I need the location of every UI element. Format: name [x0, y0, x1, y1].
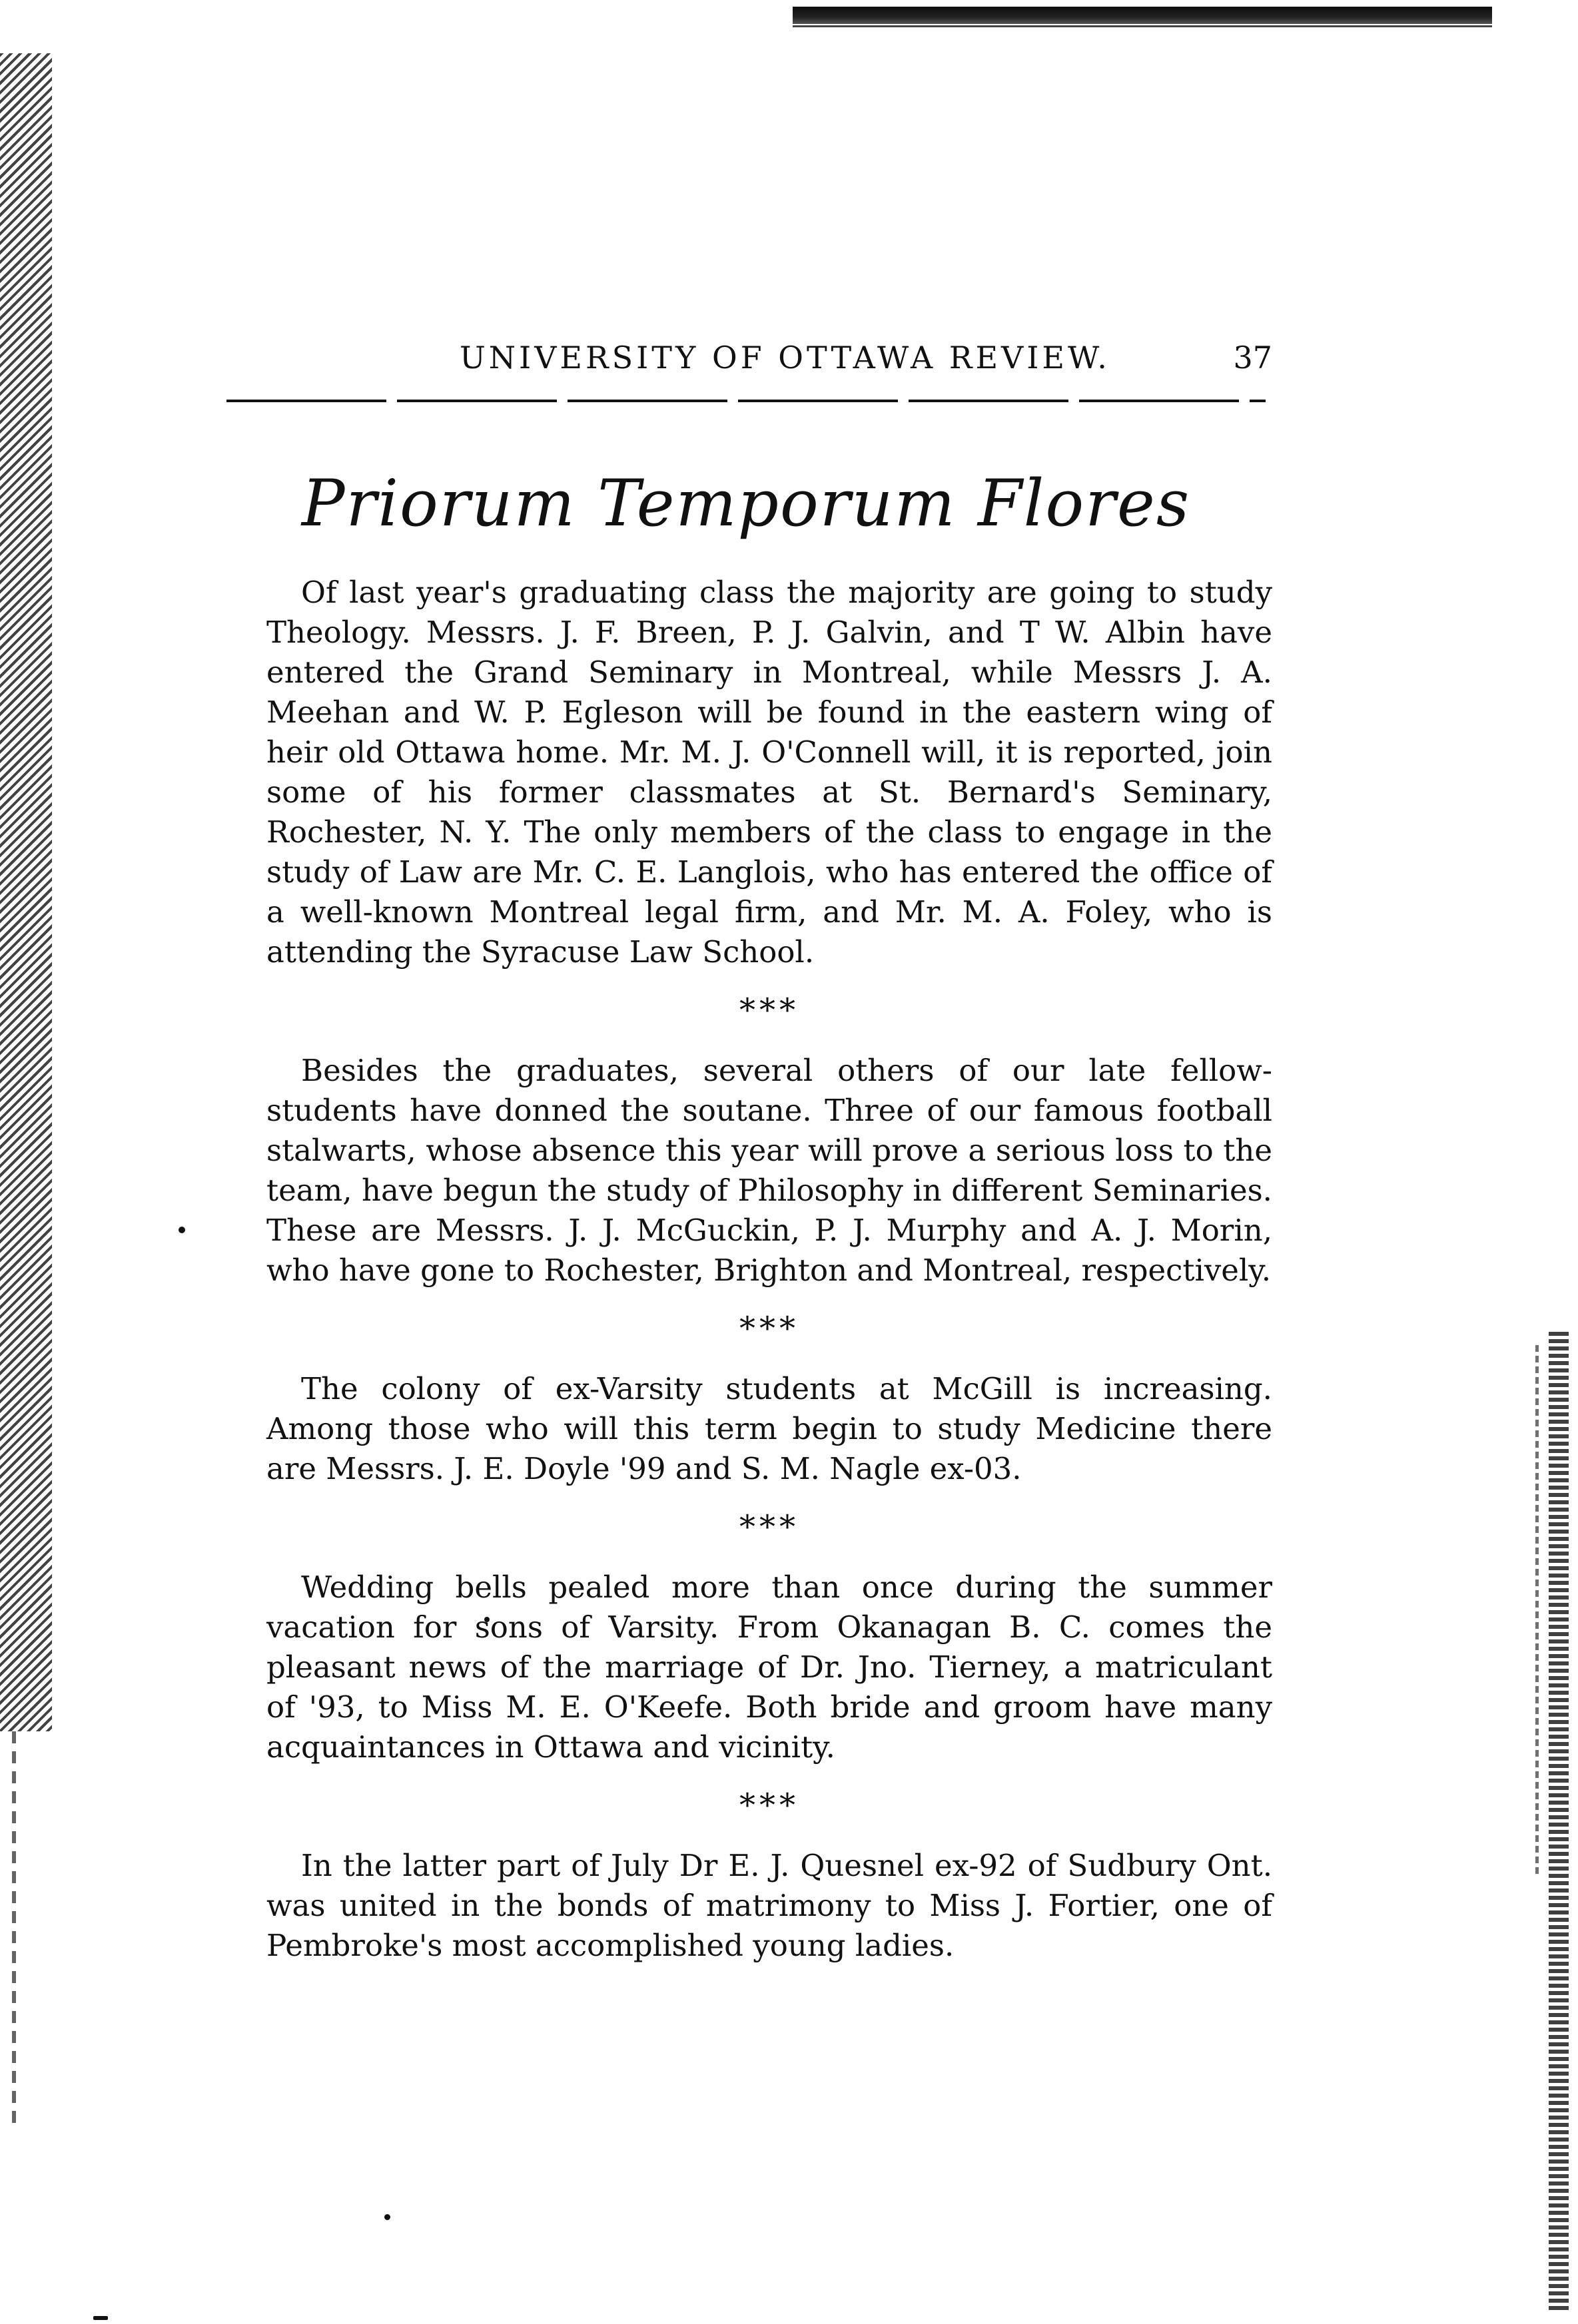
- scan-binding-left: [0, 53, 52, 1731]
- paragraph-quesnel: In the latter part of July Dr E. J. Quesnel ex-92 of Sudbury Ont. was united in the bonds of matrimony to Miss J. Fortier, one of Pembroke's most accomplished young ladies.: [266, 1848, 1272, 1963]
- asterism-ornament: ⁎⁎⁎: [739, 1498, 799, 1536]
- section-title: Priorum Temporum Flores: [301, 466, 1191, 541]
- scan-speck: [179, 1227, 185, 1233]
- scan-binding-right: [1549, 1332, 1569, 2311]
- scan-binding-right-thin: [1535, 1345, 1539, 1878]
- running-head: [220, 340, 1272, 393]
- header-rule: [226, 400, 1266, 402]
- asterism-ornament: ⁎⁎⁎: [739, 1300, 799, 1337]
- paragraph-soutane: Besides the graduates, several others of our late fellow-students have donned the soutane. Three of our famous football stalwarts, whose absence this year will prove a serious loss to the team, have begun the study of Philosophy in different Seminaries. These are Messrs. J. J. McGuckin, P. J. Murphy and A. J. Morin, who have gone to Rochester, Brighton and Montreal, respectively.: [266, 1053, 1272, 1288]
- asterism-ornament: ⁎⁎⁎: [739, 1777, 799, 1814]
- journal-name: UNIVERSITY OF OTTAWA REVIEW.: [460, 340, 1110, 376]
- scan-speck: [384, 2214, 390, 2220]
- scan-edge-top: [793, 7, 1492, 24]
- scan-speck: [93, 2316, 108, 2320]
- scan-edge-top-thin: [793, 25, 1492, 27]
- scan-binding-left-tail: [12, 1731, 16, 2131]
- paragraph-wedding-bells: Wedding bells pealed more than once during the summer vacation for sons of Varsity. From Okanagan B. C. comes the pleasant news of the marriage of Dr. Jno. Tierney, a matriculant of '93, to Miss M. E. O'Keefe. Both bride and groom have many acquaintances in Ottawa and vicinity.: [266, 1570, 1272, 1765]
- paragraph-mcgill: The colony of ex-Varsity students at McGill is increasing. Among those who will this term begin to study Medicine there are Messrs. J. E. Doyle '99 and S. M. Nagle ex-03.: [266, 1371, 1272, 1486]
- asterism-ornament: ⁎⁎⁎: [739, 982, 799, 1019]
- article-body: [266, 573, 1272, 1966]
- paragraph-graduating-class: Of last year's graduating class the majority are going to study Theology. Messrs. J. F. Breen, P. J. Galvin, and T W. Albin have entered the Grand Seminary in Montreal, while Messrs J. A. Meehan and W. P. Egleson will be found in the eastern wing of heir old Ottawa home. Mr. M. J. O'Connell will, it is reported, join some of his former classmates at St. Bernard's Seminary, Rochester, N. Y. The only members of the class to engage in the study of Law are Mr. C. E. Langlois, who has entered the office of a well-known Montreal legal firm, and Mr. M. A. Foley, who is attending the Syracuse Law School.: [266, 575, 1272, 970]
- page-number: 37: [1233, 340, 1272, 376]
